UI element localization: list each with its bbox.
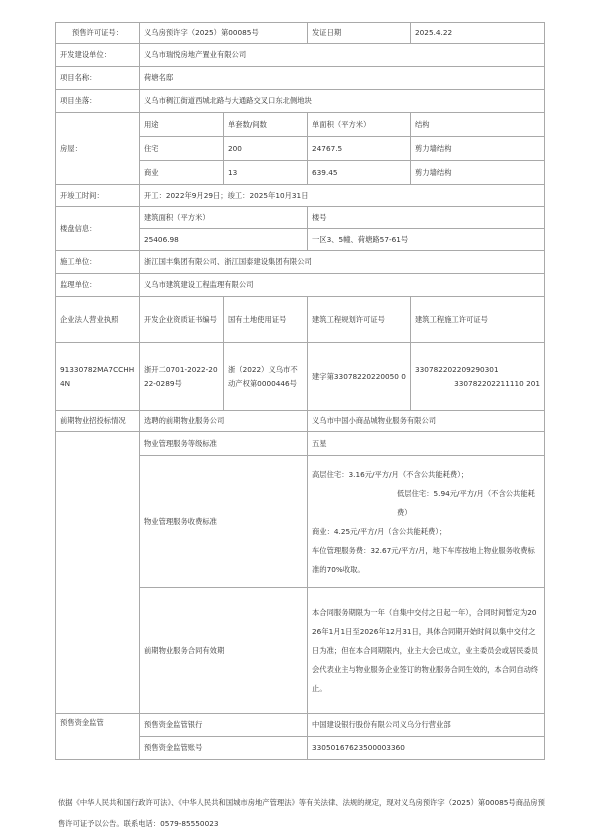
construction-permit-cell	[411, 343, 545, 411]
building-no-label: 楼号	[308, 207, 545, 229]
issue-date-value: 2025.4.22	[411, 23, 545, 44]
property-blank	[56, 432, 140, 714]
construction-label: 施工单位：	[56, 251, 140, 274]
housing-header-use: 用途	[140, 113, 224, 137]
land-cert-value: 浙（2022）义乌市不动产权第0000446号	[224, 343, 308, 411]
property-company-value: 义乌市中国小商品城物业服务有限公司	[308, 411, 545, 432]
property-level-label: 物业管理服务等级标准	[140, 432, 308, 456]
license-header: 企业法人营业执照	[56, 297, 140, 343]
schedule-value: 开工：2022年9月29日；竣工：2025年10月31日	[140, 185, 545, 207]
property-level-value: 五星	[308, 432, 545, 456]
license-header: 国有土地使用证号	[224, 297, 308, 343]
property-contract-label: 前期物业服务合同有效期	[140, 588, 308, 714]
housing-header-structure: 结构	[411, 113, 545, 137]
project-name-value: 荷塘名邸	[140, 67, 545, 90]
housing-header-units: 单套数/间数	[224, 113, 308, 137]
fee-line: 高层住宅：3.16元/平方/月（不含公共能耗费）；	[312, 469, 469, 479]
property-bid-label: 前期物业招投标情况	[56, 411, 140, 432]
presale-permit-table	[55, 22, 545, 760]
qualification-value: 浙开二0701-2022-2022-0289号	[140, 343, 224, 411]
permit-number-value: 义乌房预许字（2025）第00085号	[140, 23, 308, 44]
escrow-account-value: 33050167623500003360	[308, 737, 545, 760]
license-header: 建筑工程施工许可证号	[411, 297, 545, 343]
license-header: 建筑工程规划许可证号	[308, 297, 411, 343]
project-name-label: 项目名称：	[56, 67, 140, 90]
property-fee-value	[308, 456, 545, 588]
escrow-bank-value: 中国建设银行股份有限公司义乌分行营业部	[308, 714, 545, 737]
construction-value: 浙江国丰集团有限公司、浙江国泰建设集团有限公司	[140, 251, 545, 274]
license-header: 开发企业资质证书编号	[140, 297, 224, 343]
property-contract-value: 本合同服务期限为一年（自集中交付之日起一年），合同时间暂定为2026年1月1日至2026年12月31日，具体合同期开始时间以集中交付之日为准；但在本合同期限内，业主大会已成立，业主委员会或居民委员会代表业主与物业服务企业签订的物业服务合同生效的，本合同自动终止。	[308, 588, 545, 714]
escrow-bank-label: 预售资金监管银行	[140, 714, 308, 737]
housing-cell: 639.45	[308, 161, 411, 185]
building-no-value: 一区3、5幢、荷塘路57-61号	[308, 229, 545, 251]
planning-permit-value: 建字第33078220220050 0	[308, 343, 411, 411]
location-label: 项目坐落：	[56, 90, 140, 113]
housing-label: 房屋：	[56, 113, 140, 185]
business-license-value: 91330782MA7CCHH4N	[56, 343, 140, 411]
housing-header-area: 单面积（平方米）	[308, 113, 411, 137]
construction-permit-value: 330782202211110 201	[454, 378, 541, 388]
building-area-value: 25406.98	[140, 229, 308, 251]
escrow-label: 预售资金监管	[56, 714, 140, 760]
schedule-label: 开竣工时间：	[56, 185, 140, 207]
escrow-account-label: 预售资金监管账号	[140, 737, 308, 760]
developer-label: 开发建设单位：	[56, 44, 140, 67]
announcement-footer: 依据《中华人民共和国行政许可法》、《中华人民共和国城市房地产管理法》等有关法律、法规的规定，现对义乌房预许字（2025）第00085号商品房预售许可证予以公告。联系电话：0579-85550023	[58, 798, 545, 828]
housing-cell: 住宅	[140, 137, 224, 161]
housing-cell: 200	[224, 137, 308, 161]
housing-cell: 商业	[140, 161, 224, 185]
property-fee-label: 物业管理服务收费标准	[140, 456, 308, 588]
construction-permit-value: 330782202209290301	[415, 364, 499, 374]
location-value: 义乌市稠江街道西城北路与大通路交叉口东北侧地块	[140, 90, 545, 113]
developer-value: 义乌市瑞悦房地产置业有限公司	[140, 44, 545, 67]
permit-number-label: 预售许可证号：	[56, 23, 140, 44]
issue-date-label: 发证日期	[308, 23, 411, 44]
property-bid-value: 选聘的前期物业服务公司	[140, 411, 308, 432]
supervision-value: 义乌市建筑建设工程监理有限公司	[140, 274, 545, 297]
housing-cell: 13	[224, 161, 308, 185]
building-area-label: 建筑面积（平方米）	[140, 207, 308, 229]
housing-cell: 剪力墙结构	[411, 161, 545, 185]
supervision-label: 监理单位：	[56, 274, 140, 297]
building-label: 楼盘信息：	[56, 207, 140, 251]
fee-line: 车位管理服务费：32.67元/平方/月，地下车库按地上物业服务收费标准的70%收取。	[312, 545, 535, 574]
housing-cell: 24767.5	[308, 137, 411, 161]
housing-cell: 剪力墙结构	[411, 137, 545, 161]
fee-line: 商业：4.25元/平方/月（含公共能耗费）；	[312, 526, 447, 536]
fee-line: 低层住宅：5.94元/平方/月（不含公共能耗费）	[397, 488, 535, 517]
